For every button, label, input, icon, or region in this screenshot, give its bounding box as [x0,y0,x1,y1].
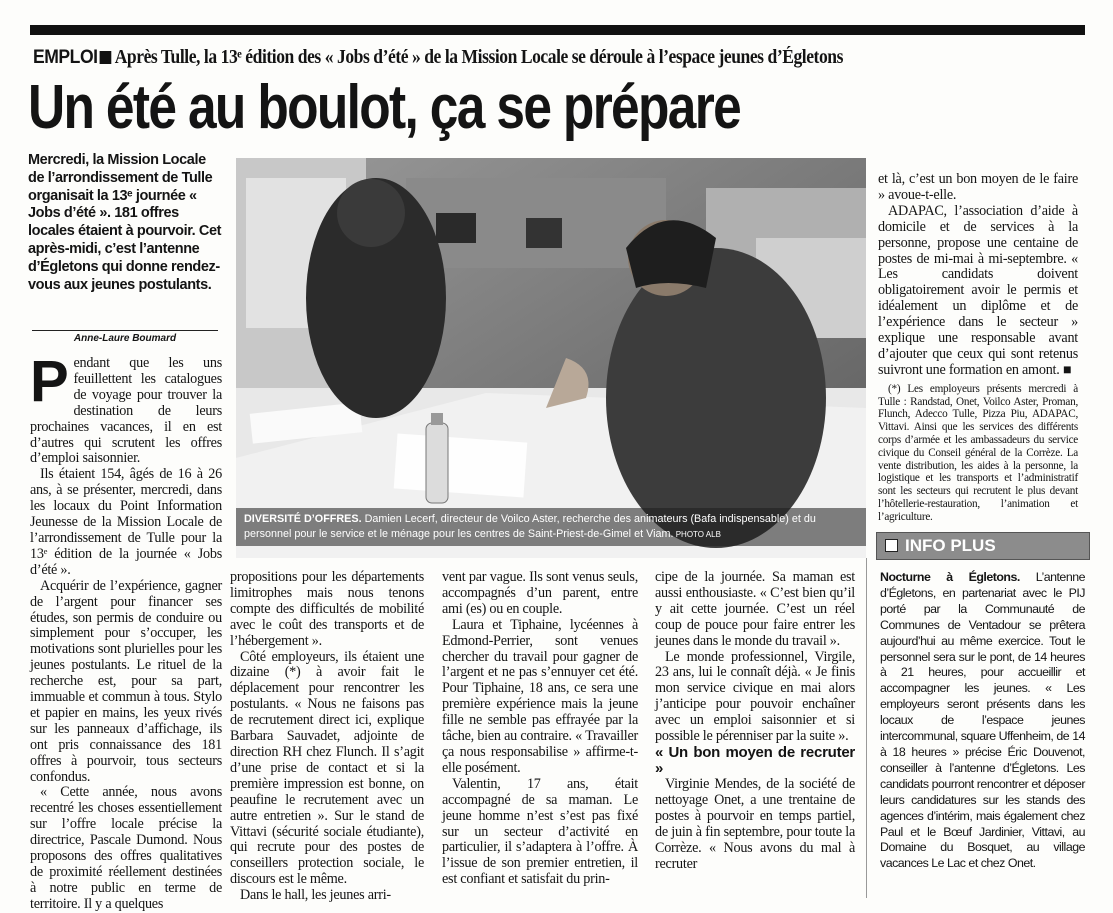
paragraph: Le monde professionnel, Virgile, 23 ans, lui le connaît déjà. « Je finis mon service civique en mai alors j’anticipe pour pouvoir enchaîner avec un emploi saisonnier et si possible le pérenniser par la suite ». [655,648,855,745]
lead-paragraph: Mercredi, la Mission Locale de l’arrondissement de Tulle organisait la 13ᵉ journée « Jobs d’été ». 181 offres locales étaient à pourvoir. Cet après-midi, c’est l’antenne d’Égletons qui donne rendez-vous aux jeunes postulants. [28,152,222,293]
column-5 [878,172,1078,524]
square-bullet-icon [99,51,111,64]
author-byline: Anne-Laure Boumard [73,333,177,344]
paragraph: vent par vague. Ils sont venus seuls, accompagnés d’un parent, entre ami (es) ou en couple. [442,569,638,617]
paragraph: Acquérir de l’expérience, gagner de l’argent pour financer ses études, son permis de conduire ou simplement pour s’occuper, les motivations sont plurielles pour les jeunes postulants. Le rituel de la recherche est, pour sa part, immuable et commun à tous. Stylo et papier en mains, les yeux rivés sur les panneaux d’affichage, ils ont pris connaissance des 181 offres à pourvoir, tous secteurs confondus. [30,577,222,785]
caption-text: Damien Lecerf, directeur de Voilco Aster, recherche des animateurs (Bafa indispensable) et du personnel pour le service et le ménage pour les centres de Saint-Priest-de-Gimel et Viam. [244,513,816,540]
paragraph: propositions pour les départements limitrophes mais nous tenons compte des difficultés de mobilité avec le coût des transports et de l’hébergement ». [230,569,424,649]
author-rule [32,330,218,331]
photo-credit: PHOTO ALB [673,530,721,539]
caption-lead: DIVERSITÉ D’OFFRES. [244,513,362,525]
info-lead: Nocturne à Égletons. [880,570,1020,584]
paragraph: Côté employeurs, ils étaient une dizaine (*) à avoir fait le déplacement pour rencontrer les postulants. « Nous ne faisons pas de recrutement direct ici, explique Barbara Sauvadet, adjointe de direction RH chez Flunch. Il s’agit d’une prise de contact et si la première impression est bonne, on peaufine le recrutement avec un autre entretien ». Sur le stand de Vittavi (sécurité sociale étudiante), qui recrute pour des postes de conseillers protection sociale, le discours est le même. [230,648,424,888]
article-photo [236,158,866,558]
paragraph: Virginie Mendes, de la société de nettoyage Onet, a une trentaine de postes à pourvoir en temps partiel, de juin à fin septembre, pour toute la Corrèze. « Nous avons du mal à recruter [655,775,855,872]
column-1 [30,349,222,913]
section-tag: EMPLOI [33,46,98,68]
paragraph: endant que les uns feuillettent les catalogues de voyage pour trouver la destination de leurs prochaines vacances, il en est d’autres qui scrutent les offres d’emploi saisonnier. [30,355,222,467]
subheading: « Un bon moyen de recruter » [655,743,855,777]
checkbox-square-icon [885,539,898,552]
info-body: L’antenne d’Égletons, en partenariat avec le PIJ porté par la Communauté de Communes de Ventadour se prêtera aujourd’hui au même exercice. Tout le personnel sera sur le pont, de 14 heures à 21 heures, pour accueillir et accompagner les jeunes. « Les employeurs seront présents dans les locaux de l’espace jeunes intercommunal, square Uffenheim, de 14 à 18 heures » précise Éric Douvenot, conseiller à l’antenne d’Égletons. Les candidats pourront rencontrer et déposer leurs candidatures sur les stands des agences d’intérim, mais également chez Paul et le Bœuf Jardinier, Vittavi, au Domaine du Bosquet, au village vacances Le Lac et chez Onet. [880,570,1085,871]
paragraph: Ils étaient 154, âgés de 16 à 26 ans, à se présenter, mercredi, dans les locaux du Point Information Jeunesse de la Mission Locale de l’arrondissement de Tulle pour la 13ᵉ édition de la journée « Jobs d’été ». [30,466,222,578]
info-plus-title: INFO PLUS [905,536,996,555]
paragraph: Valentin, 17 ans, était accompagné de sa maman. Le jeune homme n’est s’est pas fixé sur un secteur d’activité en particulier, il s’adaptera à l’offre. À l’issue de son premier entretien, il est confiant et satisfait du prin- [442,775,638,888]
top-rule [30,25,1085,35]
paragraph: et là, c’est un bon moyen de le faire » avoue-t-elle. [878,171,1078,203]
column-2 [230,570,424,904]
paragraph: ADAPAC, l’association d’aide à domicile et de services à la personne, propose une centaine de postes de mi-mai à mi-septembre. « Les candidats doivent obligatoirement avoir le permis et idéalement un diplôme et de l’expérience dans le secteur » explique une responsable avant d’ajouter que ceux qui sont retenus suivront une formation en amont. ■ [878,202,1078,378]
footnote: (*) Les employeurs présents mercredi à Tulle : Randstad, Onet, Voilco Aster, Proman, Flunch, Adecco Tulle, Pizza Piu, ADAPAC, Vittavi. Ainsi que les services des différents corps d’armée et les ambassadeurs du service civique du Conseil général de la Corrèze. La vente distribution, les aides à la personne, la logistique et les transports et l’administratif sont les secteurs qui recrutent le plus devant l’hôtellerie-restauration, l’animation et l’agriculture. [878,382,1078,523]
headline: Un été au boulot, ça se prépare [28,73,741,142]
info-plus-header [876,532,1090,560]
paragraph: « Cette année, nous avons recentré les choses essentiellement sur l’offre locale précise la directrice, Pascale Dumond. Nous proposons des offres qualitatives de proximité réellement destinées à notre public en terme de territoire. Il y a quelques [30,784,222,912]
photo-scene [236,158,866,558]
drop-cap: P [30,349,69,414]
column-3 [442,570,638,888]
photo-caption [236,508,866,546]
paragraph: Dans le hall, les jeunes arri- [240,887,391,904]
info-plus-text [880,570,1085,872]
info-box-rule [866,558,867,898]
paragraph: Laura et Tiphaine, lycéennes à Edmond-Perrier, sont venues chercher du travail pour gagner de l’argent et ne pas s’ennuyer cet été. Pour Tiphaine, 18 ans, ce sera une première expérience mais la jeune fille ne semble pas effrayée par la tâche, bien au contraire. « Travailler ça nous responsabilise » affirme-t-elle posément. [442,616,638,776]
paragraph: cipe de la journée. Sa maman est aussi enthousiaste. « C’est bien qu’il y ait cette journée. C’est un réel coup de pouce pour faire entrer les jeunes dans le monde du travail ». [655,569,855,649]
kicker-text: Après Tulle, la 13ᵉ édition des « Jobs d’été » de la Mission Locale se déroule à l’espace jeunes d’Égletons [114,47,843,68]
column-4 [655,570,855,872]
